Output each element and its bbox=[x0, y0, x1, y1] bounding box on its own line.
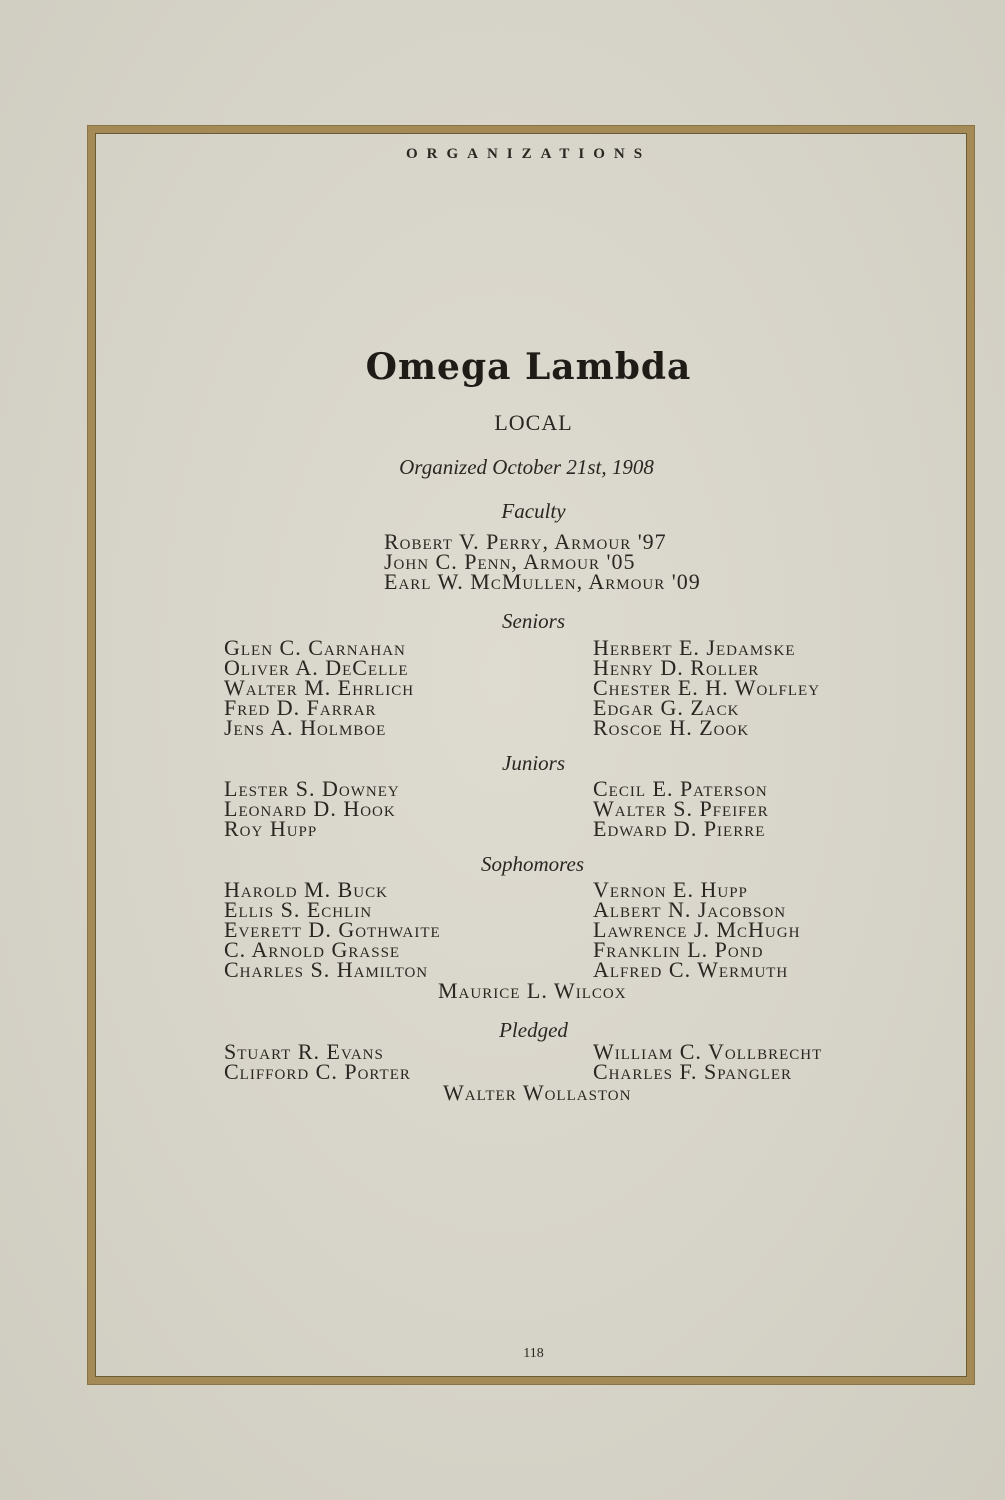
member-name: Charles S. Hamilton bbox=[224, 957, 429, 982]
section-heading-juniors: Juniors bbox=[502, 751, 565, 775]
member-name: Vernon E. Hupp bbox=[593, 877, 748, 902]
member-name: Herbert E. Jedamske bbox=[593, 635, 796, 660]
member-name: C. Arnold Grasse bbox=[224, 937, 401, 962]
faculty-member: John C. Penn, Armour '05 bbox=[384, 549, 636, 574]
member-name: Maurice L. Wilcox bbox=[438, 978, 627, 1003]
member-name: Charles F. Spangler bbox=[593, 1059, 793, 1084]
member-name: Chester E. H. Wolfley bbox=[593, 675, 821, 700]
member-name: Lawrence J. McHugh bbox=[593, 917, 801, 942]
member-name: Walter Wollaston bbox=[443, 1080, 632, 1105]
member-name: Lester S. Downey bbox=[224, 776, 400, 801]
member-name: Edward D. Pierre bbox=[593, 816, 766, 841]
chapter-type: LOCAL bbox=[494, 410, 573, 435]
faculty-member: Earl W. McMullen, Armour '09 bbox=[384, 569, 701, 594]
organized-date: Organized October 21st, 1908 bbox=[399, 455, 654, 479]
faculty-member: Robert V. Perry, Armour '97 bbox=[384, 529, 667, 554]
section-heading-pledged: Pledged bbox=[499, 1018, 568, 1042]
member-name: Walter S. Pfeifer bbox=[593, 796, 769, 821]
member-name: Walter M. Ehrlich bbox=[224, 675, 415, 700]
member-name: Fred D. Farrar bbox=[224, 695, 377, 720]
member-name: Franklin L. Pond bbox=[593, 937, 764, 962]
member-name: Alfred C. Wermuth bbox=[593, 957, 789, 982]
member-name: Roscoe H. Zook bbox=[593, 715, 750, 740]
member-name: Stuart R. Evans bbox=[224, 1039, 384, 1064]
member-name: Harold M. Buck bbox=[224, 877, 388, 902]
member-name: Cecil E. Paterson bbox=[593, 776, 768, 801]
member-name: Oliver A. DeCelle bbox=[224, 655, 409, 680]
member-name: William C. Vollbrecht bbox=[593, 1039, 823, 1064]
section-heading-seniors: Seniors bbox=[502, 609, 565, 633]
member-name: Jens A. Holmboe bbox=[224, 715, 387, 740]
member-name: Leonard D. Hook bbox=[224, 796, 396, 821]
member-name: Albert N. Jacobson bbox=[593, 897, 787, 922]
member-name: Henry D. Roller bbox=[593, 655, 760, 680]
member-name: Ellis S. Echlin bbox=[224, 897, 373, 922]
page-title: Omega Lambda bbox=[365, 346, 692, 388]
member-name: Edgar G. Zack bbox=[593, 695, 740, 720]
section-heading-faculty: Faculty bbox=[501, 499, 566, 523]
section-heading-sophomores: Sophomores bbox=[480, 852, 585, 876]
running-header: ORGANIZATIONS bbox=[405, 146, 652, 162]
member-name: Roy Hupp bbox=[224, 816, 318, 841]
member-name: Glen C. Carnahan bbox=[224, 635, 406, 660]
page-number: 118 bbox=[523, 1346, 544, 1361]
member-name: Clifford C. Porter bbox=[224, 1059, 411, 1084]
member-name: Everett D. Gothwaite bbox=[224, 917, 441, 942]
